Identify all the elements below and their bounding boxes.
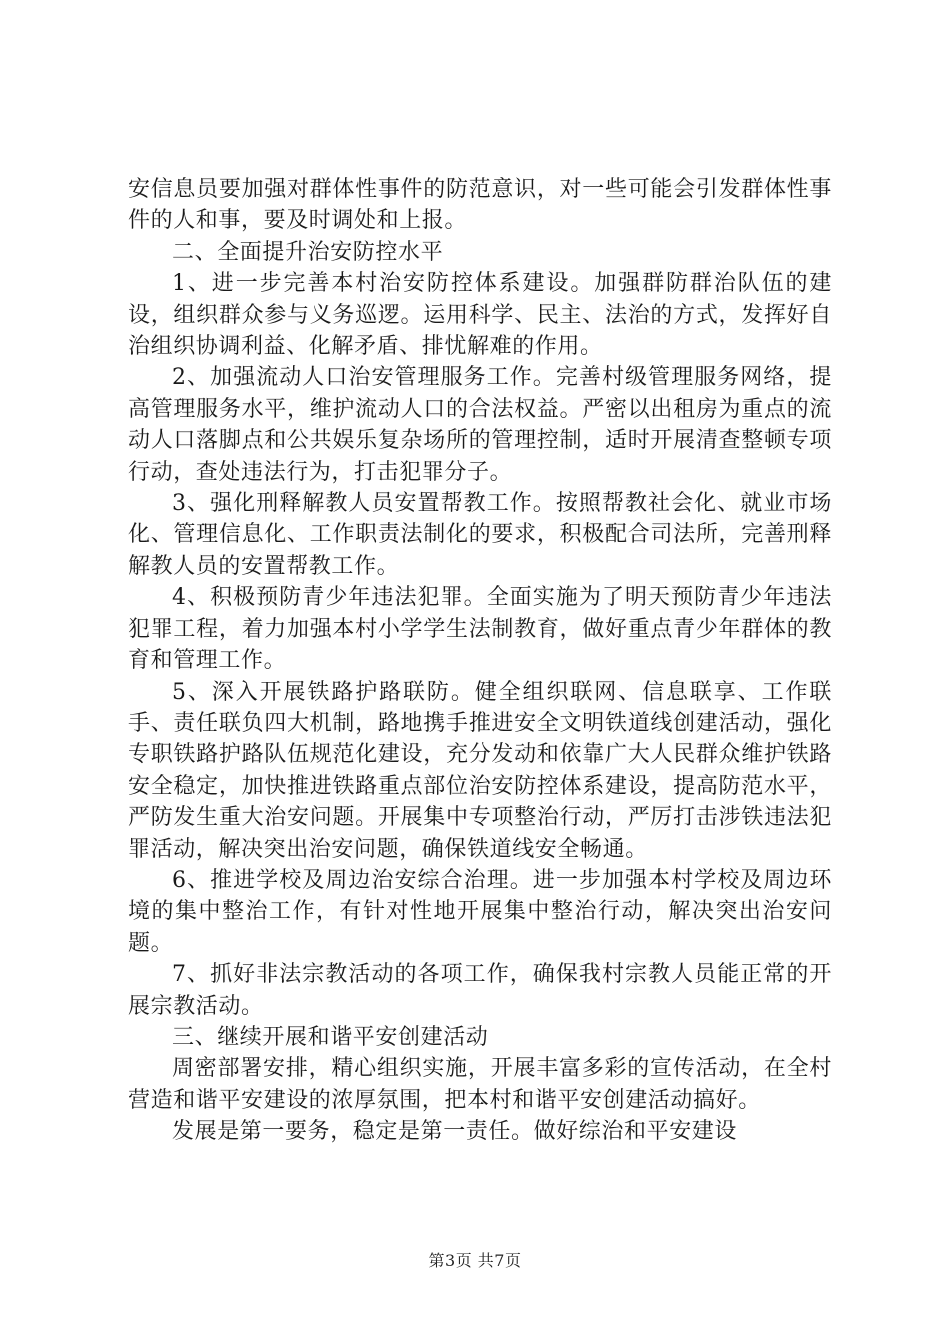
- page-number-footer: 第3页 共7页: [428, 1251, 522, 1270]
- paragraph-closing: 发展是第一要务，稳定是第一责任。做好综治和平安建设: [172, 1119, 738, 1145]
- section-heading-3: 三、继续开展和谐平安创建活动: [172, 1024, 489, 1050]
- paragraph-item-6: 6、推进学校及周边治安综合治理。进一步加强本村学校及周边环境的集中整治工作，有针对性地开展集中整治行动，解决突出治安问题。: [128, 867, 832, 956]
- paragraph-1: 安信息员要加强对群体性事件的防范意识，对一些可能会引发群体性事件的人和事，要及时调处和上报。: [128, 177, 832, 234]
- paragraph-item-1: 1、进一步完善本村治安防控体系建设。加强群防群治队伍的建设，组织群众参与义务巡逻。运用科学、民主、法治的方式，发挥好自治组织协调利益、化解矛盾、排忧解难的作用。: [128, 271, 832, 360]
- section-heading-2: 二、全面提升治安防控水平: [172, 239, 444, 265]
- paragraph-item-5: 5、深入开展铁路护路联防。健全组织联网、信息联享、工作联手、责任联负四大机制，路地携手推进安全文明铁道线创建活动，强化专职铁路护路队伍规范化建设，充分发动和依靠广大人民群众维护铁路安全稳定，加快推进铁路重点部位治安防控体系建设，提高防范水平，严防发生重大治安问题。开展集中专项整治行动，严厉打击涉铁违法犯罪活动，解决突出治安问题，确保铁道线安全畅通。: [128, 679, 832, 862]
- document-body: [128, 174, 832, 1148]
- paragraph-item-4: 4、积极预防青少年违法犯罪。全面实施为了明天预防青少年违法犯罪工程，着力加强本村小学学生法制教育，做好重点青少年群体的教育和管理工作。: [128, 585, 832, 674]
- paragraph-item-3: 3、强化刑释解教人员安置帮教工作。按照帮教社会化、就业市场化、管理信息化、工作职责法制化的要求，积极配合司法所，完善刑释解教人员的安置帮教工作。: [128, 491, 832, 579]
- paragraph-item-2: 2、加强流动人口治安管理服务工作。完善村级管理服务网络，提高管理服务水平，维护流动人口的合法权益。严密以出租房为重点的流动人口落脚点和公共娱乐复杂场所的管理控制，适时开展清查整顿专项行动，查处违法行为，打击犯罪分子。: [128, 365, 832, 485]
- paragraph-section-3: 周密部署安排，精心组织实施，开展丰富多彩的宣传活动，在全村营造和谐平安建设的浓厚氛围，把本村和谐平安创建活动搞好。: [128, 1056, 832, 1113]
- paragraph-item-7: 7、抓好非法宗教活动的各项工作，确保我村宗教人员能正常的开展宗教活动。: [128, 962, 832, 1019]
